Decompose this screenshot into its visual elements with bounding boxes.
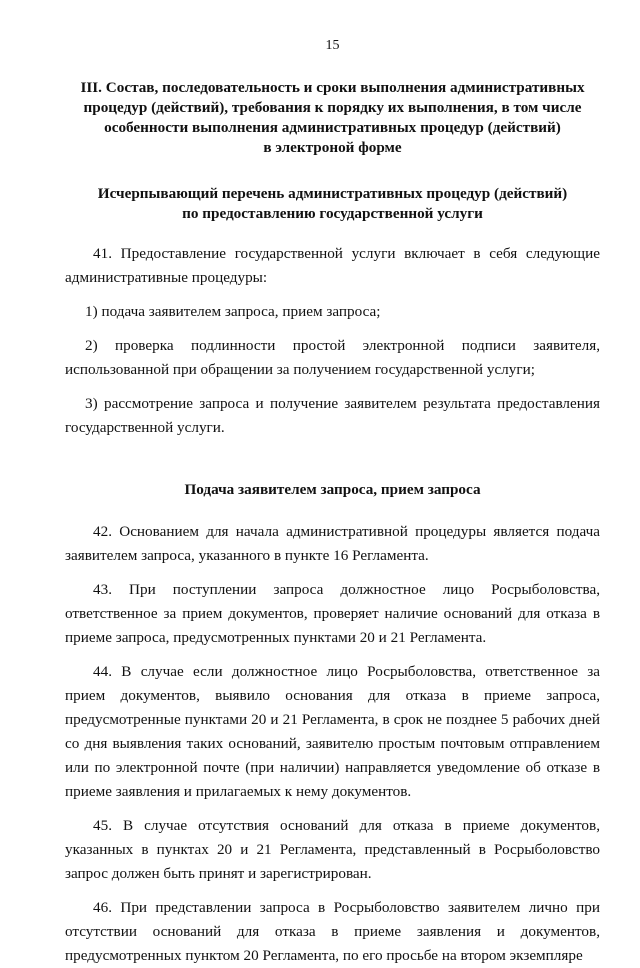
page-number: 15 [325,38,340,53]
section-title [65,78,600,158]
list-item-2: 2) проверка подлинности простой электронной подписи заявителя, использованной при обращении за получением государственной услуги; [65,337,600,378]
section-title-line: особенности выполнения административных процедур (действий) [104,119,561,136]
subsection-title-line: Исчерпывающий перечень административных процедур (действий) [97,185,568,202]
list-item-3: 3) рассмотрение запроса и получение заявителем результата предоставления государственной услуги. [65,395,600,436]
paragraph-45: 45. В случае отсутствия оснований для отказа в приеме документов, указанных в пунктах 20 и 21 Регламента, представленный в Росрыболовство запрос должен быть принят и зарегистрирован. [65,817,600,882]
subsection-title [65,184,600,224]
section-title-line: процедур (действий), требования к порядку их выполнения, в том числе [83,99,582,116]
paragraph-46: 46. При представлении запроса в Росрыболовство заявителем лично при отсутствии оснований для отказа в приеме заявления и документов, предусмотренных пунктом 20 Регламента, по его просьбе на втором экземпляре [65,899,600,964]
section-title-line: в электроной форме [263,139,402,156]
paragraph-41: 41. Предоставление государственной услуги включает в себя следующие административные процедуры: [65,245,600,286]
section-heading: Подача заявителем запроса, прием запроса [184,481,481,498]
section-title-line: III. Состав, последовательность и сроки выполнения административных [80,79,585,96]
paragraph-44: 44. В случае если должностное лицо Росрыболовства, ответственное за прием документов, выявило основания для отказа в приеме запроса, предусмотренные пунктами 20 и 21 Регламента, в срок не позднее 5 рабочих дней со дня выявления таких оснований, заявителю простым почтовым отправлением или по электронной почте (при наличии) направляется уведомление об отказе в приеме заявления и прилагаемых к нему документов. [65,663,600,800]
paragraph-42: 42. Основанием для начала административной процедуры является подача заявителем запроса, указанного в пункте 16 Регламента. [65,523,600,564]
list-item-1: 1) подача заявителем запроса, прием запроса; [85,303,381,320]
subsection-title-line: по предоставлению государственной услуги [182,205,483,222]
paragraph-43: 43. При поступлении запроса должностное лицо Росрыболовства, ответственное за прием документов, проверяет наличие оснований для отказа в приеме запроса, предусмотренных пунктами 20 и 21 Регламента. [65,581,600,646]
